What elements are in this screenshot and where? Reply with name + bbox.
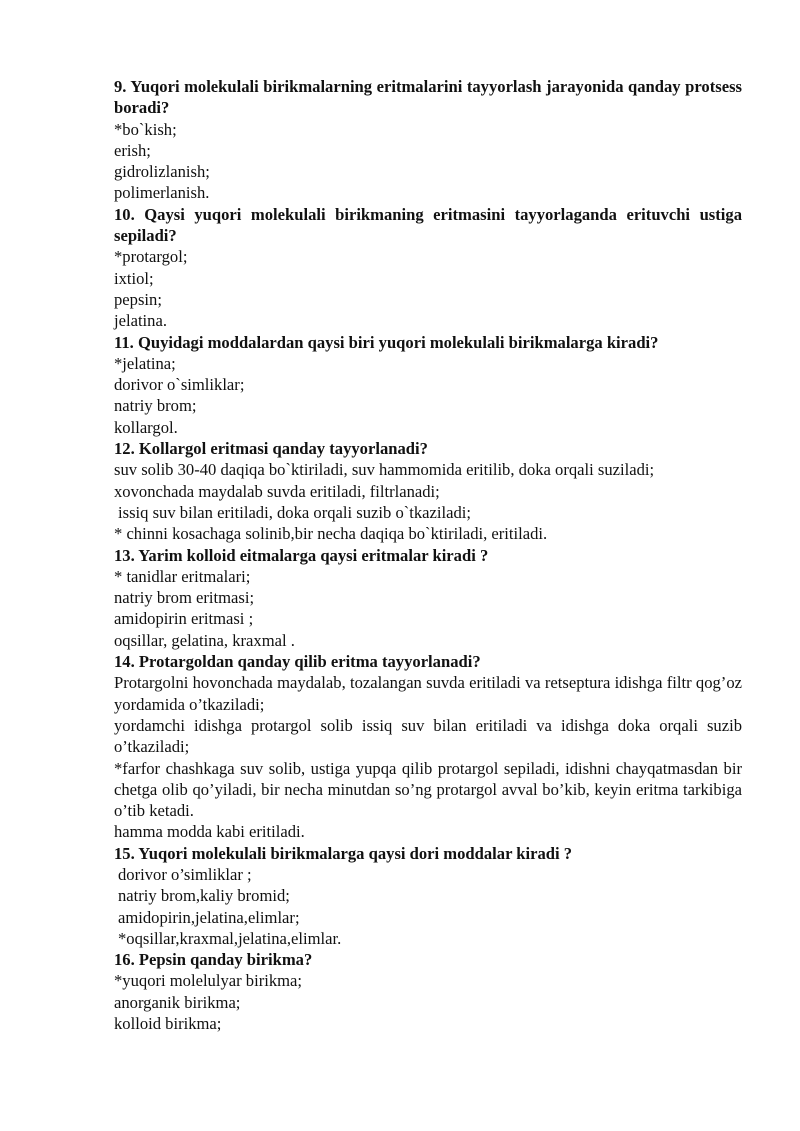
option: amidopirin,jelatina,elimlar; bbox=[118, 907, 300, 927]
question-15: 15. Yuqori molekulali birikmalarga qaysi dori moddalar kiradi ? bbox=[114, 843, 573, 863]
question-16: 16. Pepsin qanday birikma? bbox=[114, 950, 313, 970]
option: issiq suv bilan eritiladi, doka orqali suzib o`tkaziladi; bbox=[118, 502, 472, 522]
document-page bbox=[114, 76, 742, 1034]
option: dorivor o’simliklar ; bbox=[118, 864, 252, 884]
option: hamma modda kabi eritiladi. bbox=[114, 822, 305, 842]
option: *oqsillar,kraxmal,jelatina,elimlar. bbox=[118, 928, 342, 948]
option: *protargol; bbox=[114, 247, 188, 267]
option: * tanidlar eritmalari; bbox=[114, 566, 251, 586]
option: oqsillar, gelatina, kraxmal . bbox=[114, 630, 295, 650]
option: Protargolni hovonchada maydalab, tozalangan suvda eritiladi va retseptura idishga filtr qog’oz yordamida o’tkaziladi; bbox=[114, 673, 742, 714]
option: kolloid birikma; bbox=[114, 1014, 222, 1034]
option: ixtiol; bbox=[114, 268, 154, 288]
option: *farfor chashkaga suv solib, ustiga yupqa qilib protargol sepiladi, idishni chayqatmasdan bir chetga olib qo’yiladi, bir necha minutdan so’ng protargol avval bo’kib, keyin eritma tarkibiga o’tib ketadi. bbox=[114, 758, 742, 821]
option: *yuqori molelulyar birikma; bbox=[114, 971, 303, 991]
option: kollargol. bbox=[114, 417, 178, 437]
option: * chinni kosachaga solinib,bir necha daqiqa bo`ktiriladi, eritiladi. bbox=[114, 524, 548, 544]
question-13: 13. Yarim kolloid eitmalarga qaysi eritmalar kiradi ? bbox=[114, 545, 489, 565]
option: natriy brom,kaliy bromid; bbox=[118, 886, 290, 906]
option: gidrolizlanish; bbox=[114, 162, 210, 182]
option: natriy brom; bbox=[114, 396, 197, 416]
question-10: 10. Qaysi yuqori molekulali birikmaning eritmasini tayyorlaganda erituvchi ustiga sepiladi? bbox=[114, 204, 742, 246]
question-9: 9. Yuqori molekulali birikmalarning eritmalarini tayyorlash jarayonida qanday protsess boradi? bbox=[114, 77, 742, 118]
option: natriy brom eritmasi; bbox=[114, 588, 255, 608]
question-11: 11. Quyidagi moddalardan qaysi biri yuqori molekulali birikmalarga kiradi? bbox=[114, 332, 659, 352]
option: yordamchi idishga protargol solib issiq suv bilan eritiladi va idishga doka orqali suzib o’tkaziladi; bbox=[114, 715, 742, 757]
option: amidopirin eritmasi ; bbox=[114, 609, 254, 629]
option: *bo`kish; bbox=[114, 119, 177, 139]
option: xovonchada maydalab suvda eritiladi, filtrlanadi; bbox=[114, 481, 440, 501]
option: jelatina. bbox=[114, 311, 167, 331]
question-14: 14. Protargoldan qanday qilib eritma tayyorlanadi? bbox=[114, 652, 481, 672]
option: anorganik birikma; bbox=[114, 992, 241, 1012]
option: erish; bbox=[114, 140, 151, 160]
option: polimerlanish. bbox=[114, 183, 210, 203]
option: dorivor o`simliklar; bbox=[114, 375, 245, 395]
option: *jelatina; bbox=[114, 353, 176, 373]
option: pepsin; bbox=[114, 289, 162, 309]
option: suv solib 30-40 daqiqa bo`ktiriladi, suv hammomida eritilib, doka orqali suziladi; bbox=[114, 460, 655, 480]
question-12: 12. Kollargol eritmasi qanday tayyorlanadi? bbox=[114, 439, 428, 459]
